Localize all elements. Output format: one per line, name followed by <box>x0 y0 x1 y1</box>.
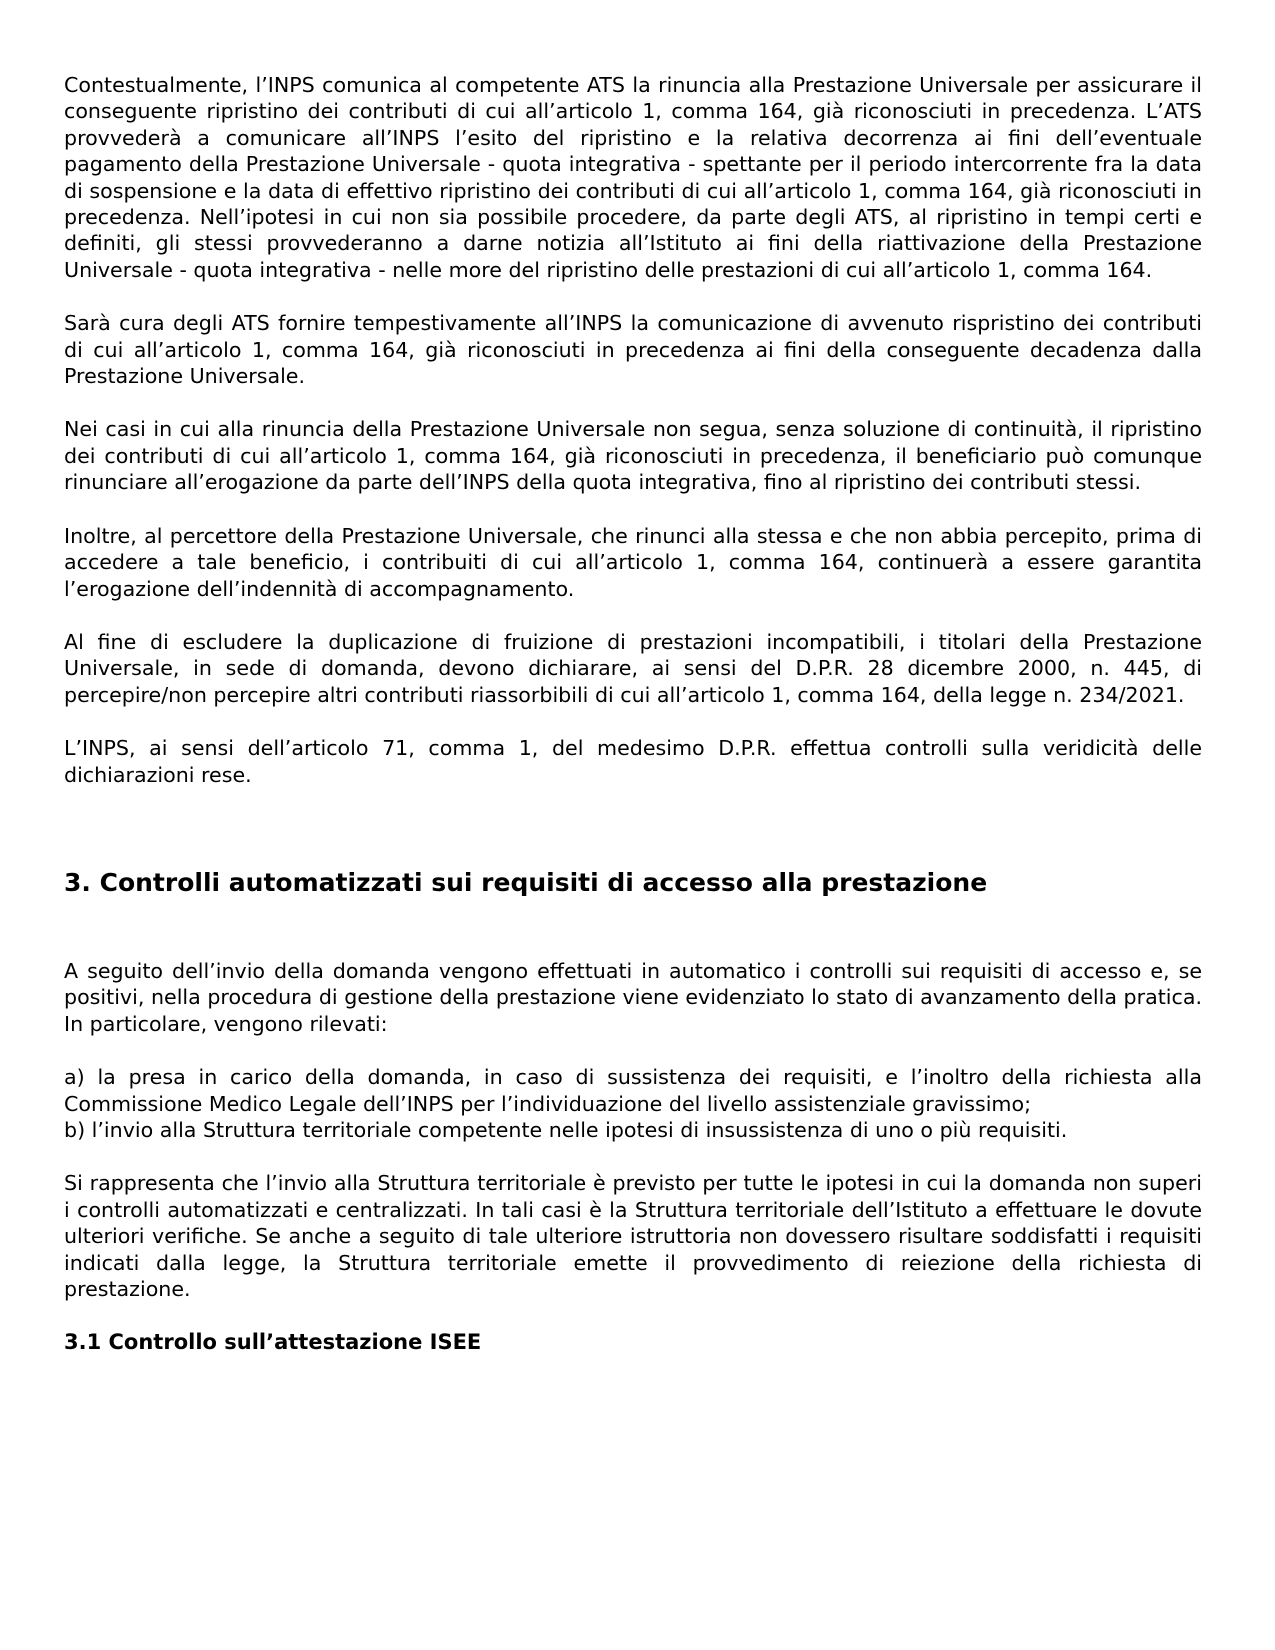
list-item-a: a) la presa in carico della domanda, in caso di sussistenza dei requisiti, e l’inoltro della richiesta alla Commissione Medico Legale dell’INPS per l’individuazione del livello assistenziale gravissimo; <box>64 1065 1202 1116</box>
subsection-heading: 3.1 Controllo sull’attestazione ISEE <box>64 1330 482 1355</box>
paragraph-duplicazione-prestazioni: Al fine di escludere la duplicazione di fruizione di prestazioni incompatibili, i titolari della Prestazione Universale, in sede di domanda, devono dichiarare, ai sensi del D.P.R. 28 dicembre 2000, n. 445, di percepire/non percepire altri contributi riassorbibili di cui all’articolo 1, comma 164, della legge n. 234/2021. <box>64 629 1202 707</box>
section-heading: 3. Controlli automatizzati sui requisiti di accesso alla prestazione <box>64 867 988 897</box>
section-intro: A seguito dell’invio della domanda vengono effettuati in automatico i controlli sui requisiti di accesso e, se positivi, nella procedura di gestione della prestazione viene evidenziato lo stato di avanzamento della pratica. In particolare, vengono rilevati: <box>64 958 1202 1036</box>
paragraph-controlli-veridicita: L’INPS, ai sensi dell’articolo 71, comma 1, del medesimo D.P.R. effettua controlli sulla veridicità delle dichiarazioni rese. <box>64 736 1202 787</box>
paragraph-indennita-accompagnamento: Inoltre, al percettore della Prestazione Universale, che rinunci alla stessa e che non abbia percepito, prima di accedere a tale beneficio, i contribuiti di cui all’articolo 1, comma 164, continuerà a essere garantita l’erogazione dell’indennità di accompagnamento. <box>64 523 1202 601</box>
paragraph-comunicazione-ripristino: Sarà cura degli ATS fornire tempestivamente all’INPS la comunicazione di avvenuto rispristino dei contributi di cui all’articolo 1, comma 164, già riconosciuti in precedenza ai fini della conseguente decadenza dalla Prestazione Universale. <box>64 311 1202 389</box>
paragraph-quota-integrativa: Nei casi in cui alla rinuncia della Prestazione Universale non segua, senza soluzione di continuità, il ripristino dei contributi di cui all’articolo 1, comma 164, già riconosciuti in precedenza, il beneficiario può comunque rinunciare all’erogazione da parte dell’INPS della quota integrativa, fino al ripristino dei contributi stessi. <box>64 417 1202 495</box>
list-item-b: b) l’invio alla Struttura territoriale competente nelle ipotesi di insussistenza di uno o più requisiti. <box>64 1117 1068 1142</box>
document-page <box>64 72 1202 1356</box>
section-closing: Si rappresenta che l’invio alla Struttura territoriale è previsto per tutte le ipotesi in cui la domanda non superi i controlli automatizzati e centralizzati. In tali casi è la Struttura territoriale dell’Istituto a effettuare le dovute ulteriori verifiche. Se anche a seguito di tale ulteriore istruttoria non dovessero risultare soddisfatti i requisiti indicati dalla legge, la Struttura territoriale emette il provvedimento di reiezione della richiesta di prestazione. <box>64 1171 1202 1301</box>
paragraph-ats-rinuncia: Contestualmente, l’INPS comunica al competente ATS la rinuncia alla Prestazione Universale per assicurare il conseguente ripristino dei contributi di cui all’articolo 1, comma 164, già riconosciuti in precedenza. L’ATS provvederà a comunicare all’INPS l’esito del ripristino e la relativa decorrenza ai fini dell’eventuale pagamento della Prestazione Universale - quota integrativa - spettante per il periodo intercorrente fra la data di sospensione e la data di effettivo ripristino dei contributi di cui all’articolo 1, comma 164, già riconosciuti in precedenza. Nell’ipotesi in cui non sia possibile procedere, da parte degli ATS, al ripristino in tempi certi e definiti, gli stessi provvederanno a darne notizia all’Istituto ai fini della riattivazione della Prestazione Universale - quota integrativa - nelle more del ripristino delle prestazioni di cui all’articolo 1, comma 164. <box>64 73 1202 282</box>
